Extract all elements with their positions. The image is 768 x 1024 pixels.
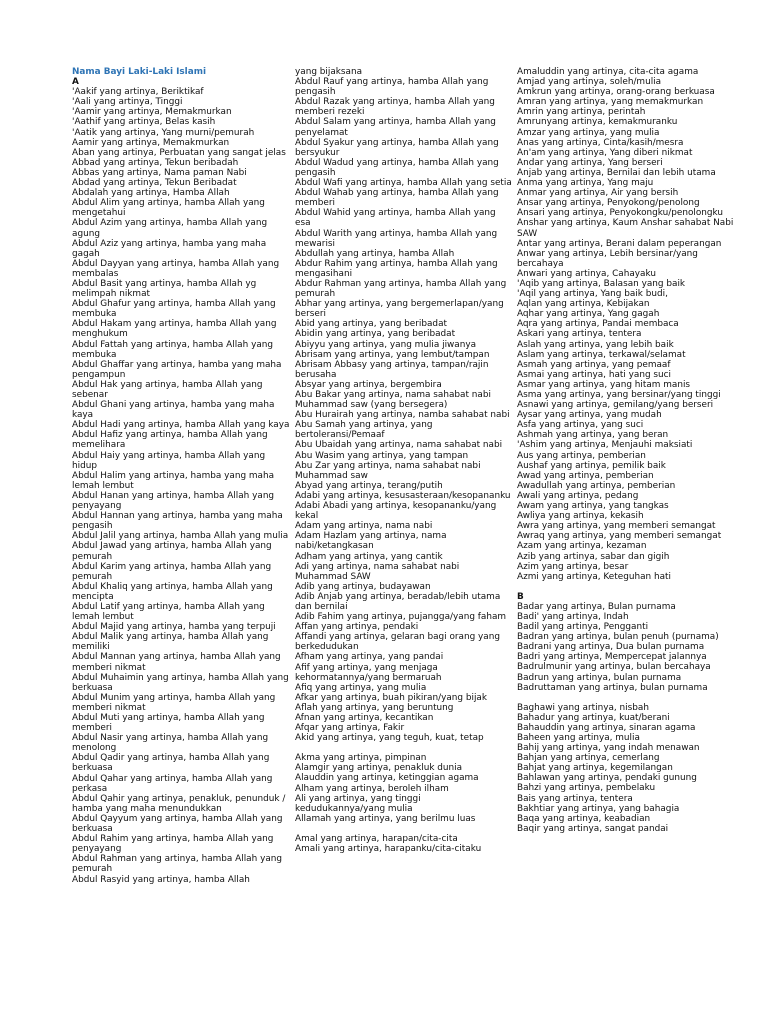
name-entry: Abdul Jalil yang artinya, hamba Allah yang mulia: [72, 531, 289, 542]
name-entry: Afham yang artinya, yang pandai: [295, 652, 444, 663]
name-entry: Abdul Wadud yang artinya, hamba Allah yang pengasih: [295, 157, 499, 178]
name-entry: Abdullah yang artinya, hamba Allah: [295, 248, 455, 259]
name-entry: Affan yang artinya, pendaki: [295, 622, 419, 633]
name-entry: Antar yang artinya, Berani dalam peperangan: [517, 238, 722, 249]
name-entry: Badran yang artinya, bulan penuh (purnama): [517, 632, 719, 643]
name-entry: 'Aakif yang artinya, Beriktikaf: [72, 87, 204, 98]
name-entry: Ali yang artinya, yang tinggi kedudukannya/yang mulia: [295, 793, 421, 814]
name-entry: Abbad yang artinya, Tekun beribadah: [72, 157, 239, 168]
name-entry: Abdul Hanan yang artinya, hamba Allah yang penyayang: [72, 490, 275, 512]
name-entry: Amzar yang artinya, yang mulia: [517, 127, 660, 138]
name-entry: Afkar yang artinya, buah pikiran/yang bijak: [295, 692, 487, 703]
name-entry: Abdul Rauf yang artinya, hamba Allah yang pengasih: [295, 77, 489, 98]
name-entry: Adi yang artinya, nama sahabat nabi: [295, 561, 460, 572]
name-entry: Asmah yang artinya, yang pemaaf: [517, 359, 671, 370]
name-entry: Abdul Salam yang artinya, hamba Allah yang penyelamat: [295, 117, 496, 138]
column-right: [517, 67, 735, 834]
name-entry: Abdul Majid yang artinya, hamba yang terpuji: [72, 622, 276, 633]
name-entry: Awliya yang artinya, kekasih: [517, 511, 644, 522]
name-entry: yang bijaksana: [295, 67, 363, 77]
name-entry: Abdul Basit yang artinya, hamba Allah yg melimpah nikmat: [72, 278, 257, 300]
name-entry: Awra yang artinya, yang memberi semangat: [517, 521, 716, 532]
name-entry: Abdul Azim yang artinya, hamba Allah yang agung: [72, 218, 268, 239]
name-entry: 'Aqil yang artinya, Yang baik budi,: [517, 289, 668, 300]
letter-heading: A: [72, 77, 79, 88]
name-entry: Abu Ubaidah yang artinya, nama sahabat nabi: [295, 440, 503, 451]
name-entry: Awad yang artinya, pemberian: [517, 470, 654, 481]
name-entry: Abdul Aziz yang artinya, hamba yang maha gagah: [72, 238, 267, 259]
name-entry: Amali yang artinya, harapanku/cita-citaku: [295, 844, 482, 855]
name-entry: Abdul Syakur yang artinya, hamba Allah yang bersyukur: [295, 137, 499, 158]
name-entry: Baheen yang artinya, mulia: [517, 733, 640, 743]
name-entry: Abdul Jawad yang artinya, hamba Allah yang pemurah: [72, 541, 272, 562]
name-entry: Adabi Abadi yang artinya, kesopananku/yang kekal: [295, 501, 497, 522]
name-entry: Abdul Malik yang artinya, hamba Allah yang memiliki: [72, 632, 269, 653]
name-entry: Abdul Ghaffar yang artinya, hamba yang maha pengampun: [72, 359, 282, 380]
name-entry: Abdul Razak yang artinya, hamba Allah yang memberi rezeki: [295, 97, 495, 118]
name-entry: Badruttaman yang artinya, bulan purnama: [517, 682, 708, 693]
name-entry: Amrin yang artinya, perintah: [517, 107, 646, 118]
name-entry: Abdul Latif yang artinya, hamba Allah yang lemah lembut: [72, 601, 265, 623]
name-entry: Azim yang artinya, besar: [517, 561, 629, 572]
name-entry: Abdul Khaliq yang artinya, hamba Allah yang mencipta: [72, 581, 273, 602]
name-entry: Abdul Hannan yang artinya, hamba yang maha pengasih: [72, 511, 283, 532]
name-entry: Badrulmunir yang artinya, bulan bercahaya: [517, 662, 711, 673]
name-entry: Afnan yang artinya, kecantikan: [295, 713, 434, 723]
column-middle: [295, 67, 513, 854]
name-entry: Awam yang artinya, yang tangkas: [517, 501, 669, 512]
name-entry: An'am yang artinya, Yang diberi nikmat: [517, 147, 693, 158]
name-entry: Abdul Hakam yang artinya, hamba Allah yang menghukum: [72, 319, 277, 340]
name-entry: Aban yang artinya, Perbuatan yang sangat jelas: [72, 147, 286, 158]
name-entry: Adam yang artinya, nama nabi: [295, 521, 433, 532]
name-entry: Abdul Qahar yang artinya, hamba Allah yang perkasa: [72, 773, 273, 794]
name-entry: Alham yang artinya, beroleh ilham: [295, 783, 449, 794]
page-title: Nama Bayi Laki-Laki Islami: [72, 67, 206, 77]
name-entry: Akid yang artinya, yang teguh, kuat, tetap: [295, 733, 484, 744]
name-entry: Awraq yang artinya, yang memberi semangat: [517, 531, 722, 542]
name-entry: Baghawi yang artinya, nisbah: [517, 702, 649, 713]
name-entry: Abdur Rahim yang artinya, hamba Allah yang mengasihani: [295, 258, 498, 279]
name-entry: Bahadur yang artinya, kuat/berani: [517, 712, 670, 723]
name-entry: Abdul Dayyan yang artinya, hamba Allah yang membalas: [72, 258, 280, 279]
name-entry: Abdul Qayyum yang artinya, hamba Allah yang berkuasa: [72, 813, 283, 835]
name-entry: Badrun yang artinya, bulan purnama: [517, 672, 682, 683]
name-entry: Muhammad saw: [295, 470, 368, 481]
name-entry: Aamir yang artinya, Memakmurkan: [72, 137, 230, 148]
name-entry: Anmar yang artinya, Air yang bersih: [517, 188, 679, 199]
name-entry: Abdul Muti yang artinya, hamba Allah yang memberi: [72, 713, 265, 734]
name-entry: Afif yang artinya, yang menjaga kehormatannya/yang bermaruah: [295, 662, 442, 683]
name-entry: Abdul Nasir yang artinya, hamba Allah yang menolong: [72, 733, 269, 754]
name-entry: Adib Fahim yang artinya, pujangga/yang faham: [295, 612, 507, 623]
name-entry: Baqir yang artinya, sangat pandai: [517, 823, 669, 834]
name-entry: Allamah yang artinya, yang berilmu luas: [295, 813, 476, 824]
name-entry: Amaluddin yang artinya, cita-cita agama: [517, 67, 699, 77]
name-entry: Abdul Karim yang artinya, hamba Allah yang pemurah: [72, 561, 272, 582]
name-entry: Awali yang artinya, pedang: [517, 490, 639, 501]
name-entry: Abdul Warith yang artinya, hamba Allah yang mewarisi: [295, 228, 498, 249]
name-entry: Abdul Ghafur yang artinya, hamba Allah yang membuka: [72, 299, 276, 320]
name-entry: Abrisam yang artinya, yang lembut/tampan: [295, 349, 490, 360]
name-entry: Abhar yang artinya, yang bergemerlapan/yang berseri: [295, 299, 504, 320]
name-entry: Asfa yang artinya, yang suci: [517, 420, 644, 431]
name-entry: Abdul Fattah yang artinya, hamba Allah yang membuka: [72, 339, 274, 360]
name-entry: Abu Bakar yang artinya, nama sahabat nabi: [295, 390, 491, 400]
name-entry: Abiyyu yang artinya, yang mulia jiwanya: [295, 339, 477, 350]
name-entry: Bakhtiar yang artinya, yang bahagia: [517, 803, 680, 814]
name-entry: Azam yang artinya, kezaman: [517, 541, 647, 552]
name-entry: Badi' yang artinya, Indah: [517, 611, 629, 622]
name-entry: Abu Hurairah yang artinya, namba sahabat nabi: [295, 410, 510, 421]
name-entry: 'Aamir yang artinya, Memakmurkan: [72, 107, 232, 118]
name-entry: Abdul Wafi yang artinya, hamba Allah yang setia: [295, 178, 512, 189]
name-entry: Badil yang artinya, Pengganti: [517, 622, 649, 633]
name-entry: Ansar yang artinya, Penyokong/penolong: [517, 198, 700, 209]
name-entry: Askari yang artinya, tentera: [517, 329, 642, 340]
name-entry: Bahzi yang artinya, pembelaku: [517, 783, 656, 794]
name-entry: 'Ashim yang artinya, Menjauhi maksiati: [517, 440, 693, 451]
name-entry: Anshar yang artinya, Kaum Anshar sahabat Nabi SAW: [517, 218, 734, 239]
name-entry: Bahjat yang artinya, kegemilangan: [517, 763, 673, 774]
letter-heading: B: [517, 591, 524, 602]
name-entry: Asmar yang artinya, yang hitam manis: [517, 379, 691, 390]
name-entry: Bahjan yang artinya, cemerlang: [517, 753, 660, 764]
name-entry: 'Aali yang artinya, Tinggi: [72, 97, 183, 108]
name-entry: Anas yang artinya, Cinta/kasih/mesra: [517, 137, 684, 148]
name-entry: Azib yang artinya, sabar dan gigih: [517, 551, 670, 562]
name-entry: Abu Zar yang artinya, nama sahabat nabi: [295, 460, 481, 471]
name-entry: Aflah yang artinya, yang beruntung: [295, 702, 454, 713]
name-entry: Abdul Hadi yang artinya, hamba Allah yang kaya: [72, 420, 290, 431]
name-entry: Amran yang artinya, yang memakmurkan: [517, 97, 704, 108]
name-entry: Abu Wasim yang artinya, yang tampan: [295, 450, 469, 461]
name-entry: Asma yang artinya, yang bersinar/yang tinggi: [517, 390, 721, 400]
name-entry: Aqlan yang artinya, Kebijakan: [517, 299, 650, 310]
name-entry: Amjad yang artinya, soleh/mulia: [517, 77, 662, 88]
name-entry: Aqhar yang artinya, Yang gagah: [517, 309, 660, 320]
name-entry: Muhammad SAW: [295, 571, 371, 582]
name-entry: Akma yang artinya, pimpinan: [295, 753, 427, 764]
name-entry: Adabi yang artinya, kesusasteraan/kesopananku: [295, 490, 511, 501]
name-entry: Badar yang artinya, Bulan purnama: [517, 601, 676, 612]
name-entry: Abdul Rahman yang artinya, hamba Allah yang pemurah: [72, 854, 283, 875]
name-entry: Adib Anjab yang artinya, beradab/lebih utama dan bernilai: [295, 591, 501, 612]
name-entry: Absyar yang artinya, bergembira: [295, 379, 442, 390]
name-entry: Asmai yang artinya, hati yang suci: [517, 369, 672, 380]
name-entry: Abdul Ghani yang artinya, hamba yang maha kaya: [72, 400, 275, 421]
name-entry: Abdul Muhaimin yang artinya, hamba Allah yang berkuasa: [72, 672, 289, 693]
name-entry: Aslah yang artinya, yang lebih baik: [517, 339, 674, 350]
name-entry: Abid yang artinya, yang beribadat: [295, 319, 447, 330]
name-entry: Aushaf yang artinya, pemilik baik: [517, 460, 666, 471]
name-entry: Anwar yang artinya, Lebih bersinar/yang bercahaya: [517, 248, 698, 269]
name-entry: Asnawi yang artinya, gemilang/yang berseri: [517, 400, 714, 411]
section-gap: [517, 582, 735, 592]
name-entry: Affandi yang artinya, gelaran bagi orang yang berkedudukan: [295, 632, 501, 653]
name-entry: Abdad yang artinya, Tekun Beribadat: [72, 178, 237, 189]
name-entry: Abdul Mannan yang artinya, hamba Allah yang memberi nikmat: [72, 652, 281, 673]
name-entry: Abdul Rahim yang artinya, hamba Allah yang penyayang: [72, 834, 274, 855]
name-entry: 'Aatik yang artinya, Yang murni/pemurah: [72, 127, 255, 138]
name-entry: 'Aathif yang artinya, Belas kasih: [72, 117, 216, 128]
name-entry: Ansari yang artinya, Penyokongku/penolongku: [517, 208, 724, 219]
name-entry: Awadullah yang artinya, pemberian: [517, 480, 676, 491]
name-entry: Abdalah yang artinya, Hamba Allah: [72, 188, 230, 199]
name-entry: Abdul Haiy yang artinya, hamba Allah yang hidup: [72, 450, 266, 471]
name-entry: Abdul Rasyid yang artinya, hamba Allah: [72, 874, 250, 885]
name-entry: Adham yang artinya, yang cantik: [295, 551, 443, 562]
name-entry: Amkrun yang artinya, orang-orang berkuasa: [517, 87, 715, 98]
name-entry: Abdul Wahab yang artinya, hamba Allah yang memberi: [295, 188, 499, 209]
name-entry: Abdul Hak yang artinya, hamba Allah yang sebenar: [72, 379, 263, 400]
name-entry: Abdul Qadir yang artinya, hamba Allah yang berkuasa: [72, 753, 270, 774]
name-entry: Aysar yang artinya, yang mudah: [517, 410, 662, 421]
name-entry: Abdul Wahid yang artinya, hamba Allah yang esa: [295, 208, 496, 229]
name-entry: Azmi yang artinya, Keteguhan hati: [517, 571, 671, 582]
name-entry: Bahlawan yang artinya, pendaki gunung: [517, 773, 697, 784]
name-entry: Abbas yang artinya, Nama paman Nabi: [72, 167, 247, 178]
section-gap: [295, 824, 513, 834]
name-entry: Amal yang artinya, harapan/cita-cita: [295, 833, 458, 844]
name-entry: Muhammad saw (yang bersegera): [295, 400, 448, 411]
name-entry: Badrani yang artinya, Dua bulan purnama: [517, 642, 705, 653]
name-entry: Abdul Halim yang artinya, hamba yang maha lemah lembut: [72, 470, 275, 491]
name-entry: Afiq yang artinya, yang mulia: [295, 682, 427, 693]
name-entry: Aqra yang artinya, Pandai membaca: [517, 319, 679, 330]
name-entry: Bahij yang artinya, yang indah menawan: [517, 743, 700, 754]
name-entry: Adib yang artinya, budayawan: [295, 581, 431, 592]
section-gap: [295, 743, 513, 753]
name-entry: Badri yang artinya, Mempercepat jalannya: [517, 652, 707, 663]
name-entry: Amrunyang artinya, kemakmuranku: [517, 117, 678, 128]
column-left: [72, 67, 290, 885]
name-entry: Alauddin yang artinya, ketinggian agama: [295, 773, 479, 784]
name-entry: Aslam yang artinya, terkawal/selamat: [517, 349, 686, 360]
name-entry: Abrisam Abbasy yang artinya, tampan/rajin berusaha: [295, 359, 489, 380]
name-entry: Anma yang artinya, Yang maju: [517, 178, 654, 189]
name-entry: Anjab yang artinya, Bernilai dan lebih utama: [517, 167, 716, 178]
name-entry: Afqar yang artinya, Fakir: [295, 723, 405, 734]
name-entry: Abdul Munim yang artinya, hamba Allah yang memberi nikmat: [72, 692, 276, 713]
name-entry: Abdul Hafiz yang artinya, hamba Allah yang memelihara: [72, 430, 268, 451]
name-entry: Alamgir yang artinya, penakluk dunia: [295, 763, 463, 774]
name-entry: Andar yang artinya, Yang berseri: [517, 157, 663, 168]
name-entry: Ashmah yang artinya, yang beran: [517, 430, 669, 441]
name-entry: Bais yang artinya, tentera: [517, 793, 633, 804]
name-entry: Adam Hazlam yang artinya, nama nabi/ketangkasan: [295, 531, 447, 552]
name-entry: Abdul Qahir yang artinya, penakluk, penunduk / hamba yang maha menundukkan: [72, 793, 286, 814]
name-entry: Abdur Rahman yang artinya, hamba Allah yang pemurah: [295, 278, 507, 300]
name-entry: Anwari yang artinya, Cahayaku: [517, 268, 656, 279]
name-entry: Abu Samah yang artinya, yang bertoleransi/Pemaaf: [295, 420, 433, 441]
name-entry: Abdul Alim yang artinya, hamba Allah yang mengetahui: [72, 198, 265, 219]
name-entry: Abyad yang artinya, terang/putih: [295, 480, 443, 491]
name-entry: Abidin yang artinya, yang beribadat: [295, 329, 456, 340]
section-gap: [517, 693, 735, 703]
name-entry: Baqa yang artinya, keabadian: [517, 813, 651, 824]
name-entry: 'Aqib yang artinya, Balasan yang baik: [517, 278, 686, 289]
name-entry: Aus yang artinya, pemberian: [517, 450, 646, 461]
name-entry: Bahauddin yang artinya, sinaran agama: [517, 722, 696, 733]
